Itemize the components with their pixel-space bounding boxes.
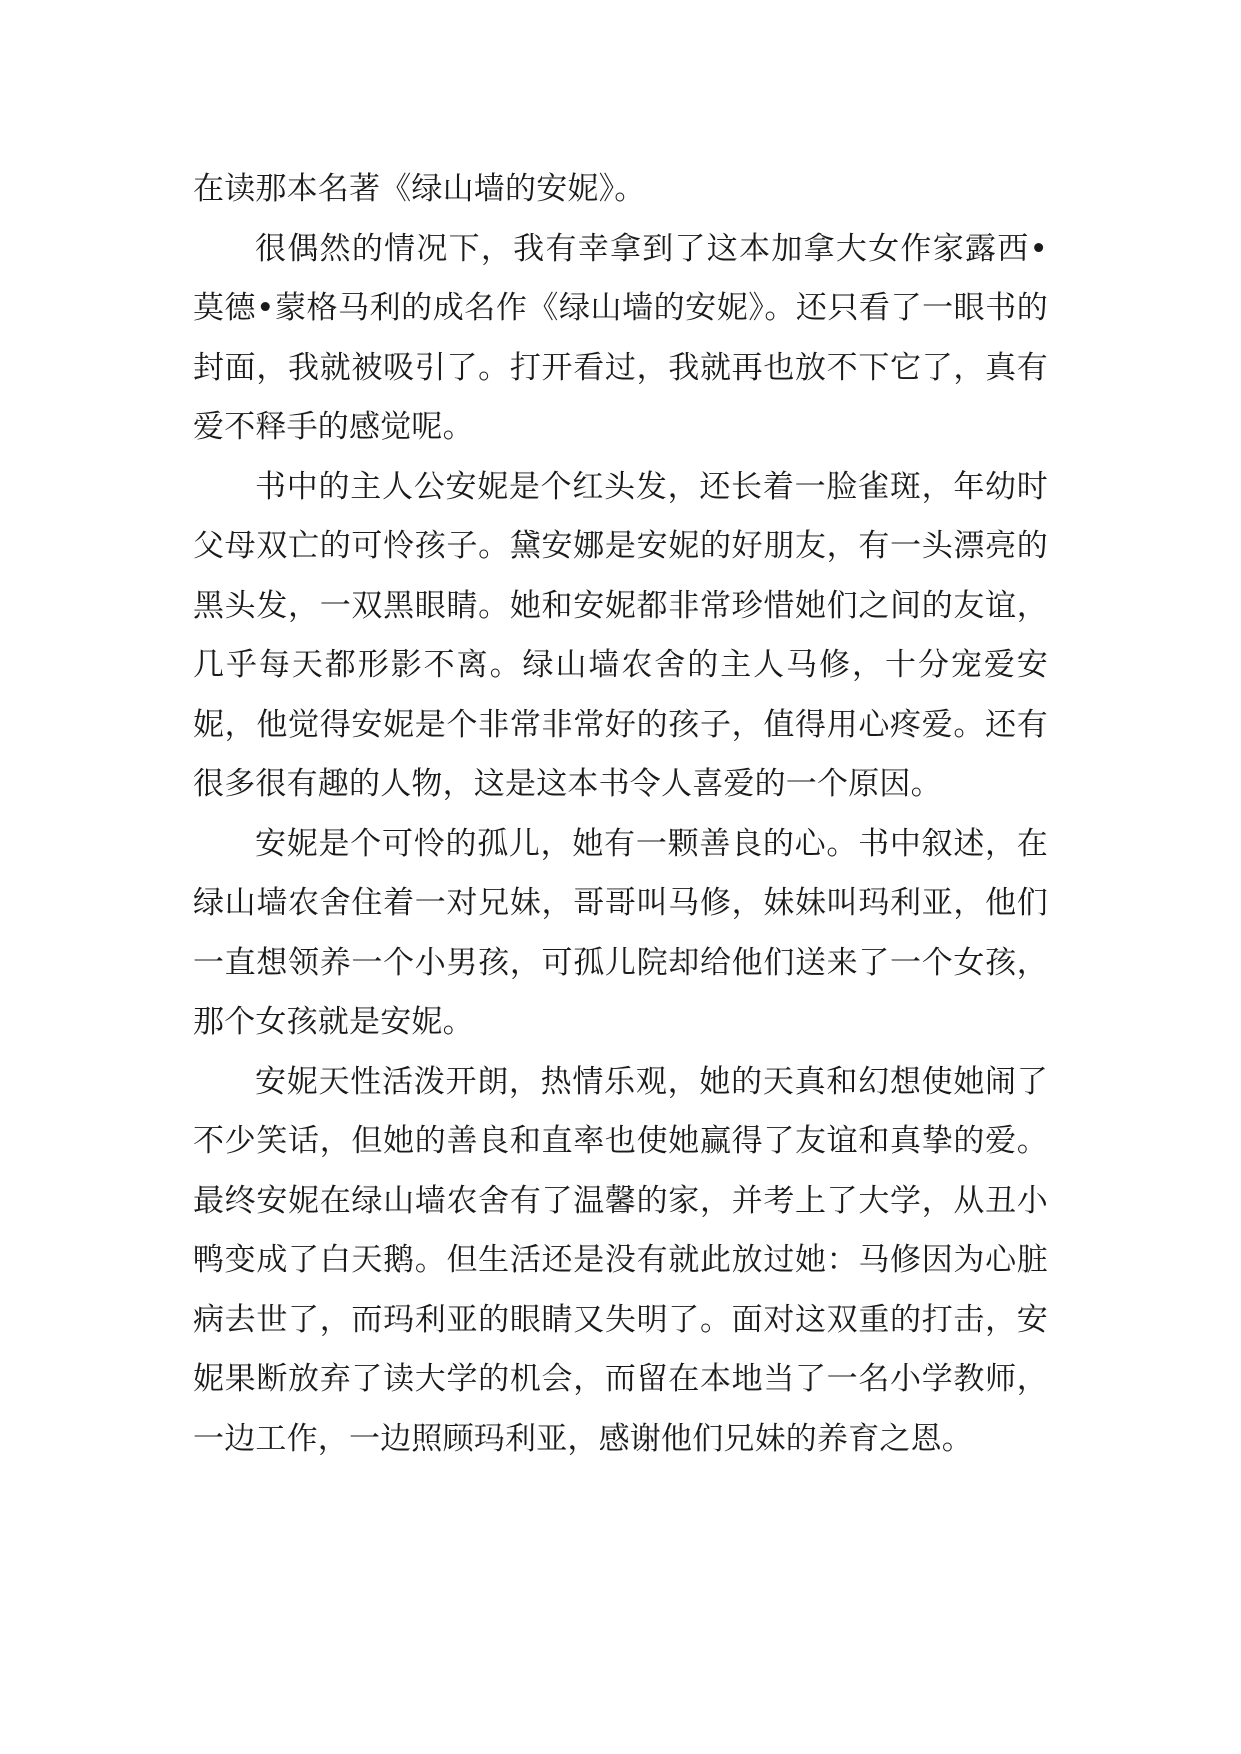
paragraph-characters: 书中的主人公安妮是个红头发，还长着一脸雀斑，年幼时父母双亡的可怜孩子。黛安娜是安妮的好朋友，有一头漂亮的黑头发，一双黑眼睛。她和安妮都非常珍惜她们之间的友谊，几乎每天都形影不离。绿山墙农舍的主人马修，十分宠爱安妮，他觉得安妮是个非常非常好的孩子，值得用心疼爱。还有很多很有趣的人物，这是这本书令人喜爱的一个原因。 bbox=[193, 468, 1048, 802]
paragraph-orphan-story: 安妮是个可怜的孤儿，她有一颗善良的心。书中叙述，在绿山墙农舍住着一对兄妹，哥哥叫马修，妹妹叫玛利亚，他们一直想领养一个小男孩，可孤儿院却给他们送来了一个女孩，那个女孩就是安妮。 bbox=[193, 825, 1048, 1040]
paragraph-finding-book: 很偶然的情况下，我有幸拿到了这本加拿大女作家露西•莫德•蒙格马利的成名作《绿山墙的安妮》。还只看了一眼书的封面，我就被吸引了。打开看过，我就再也放不下它了，真有爱不释手的感觉呢。 bbox=[193, 230, 1048, 445]
paragraph-anne-growth: 安妮天性活泼开朗，热情乐观，她的天真和幻想使她闹了不少笑话，但她的善良和直率也使她赢得了友谊和真挚的爱。最终安妮在绿山墙农舍有了温馨的家，并考上了大学，从丑小鸭变成了白天鹅。但生活还是没有就此放过她：马修因为心脏病去世了，而玛利亚的眼睛又失明了。面对这双重的打击，安妮果断放弃了读大学的机会，而留在本地当了一名小学教师，一边工作，一边照顾玛利亚，感谢他们兄妹的养育之恩。 bbox=[193, 1063, 1048, 1457]
paragraph-continuation: 在读那本名著《绿山墙的安妮》。 bbox=[193, 171, 646, 207]
document-body bbox=[193, 160, 1048, 1469]
